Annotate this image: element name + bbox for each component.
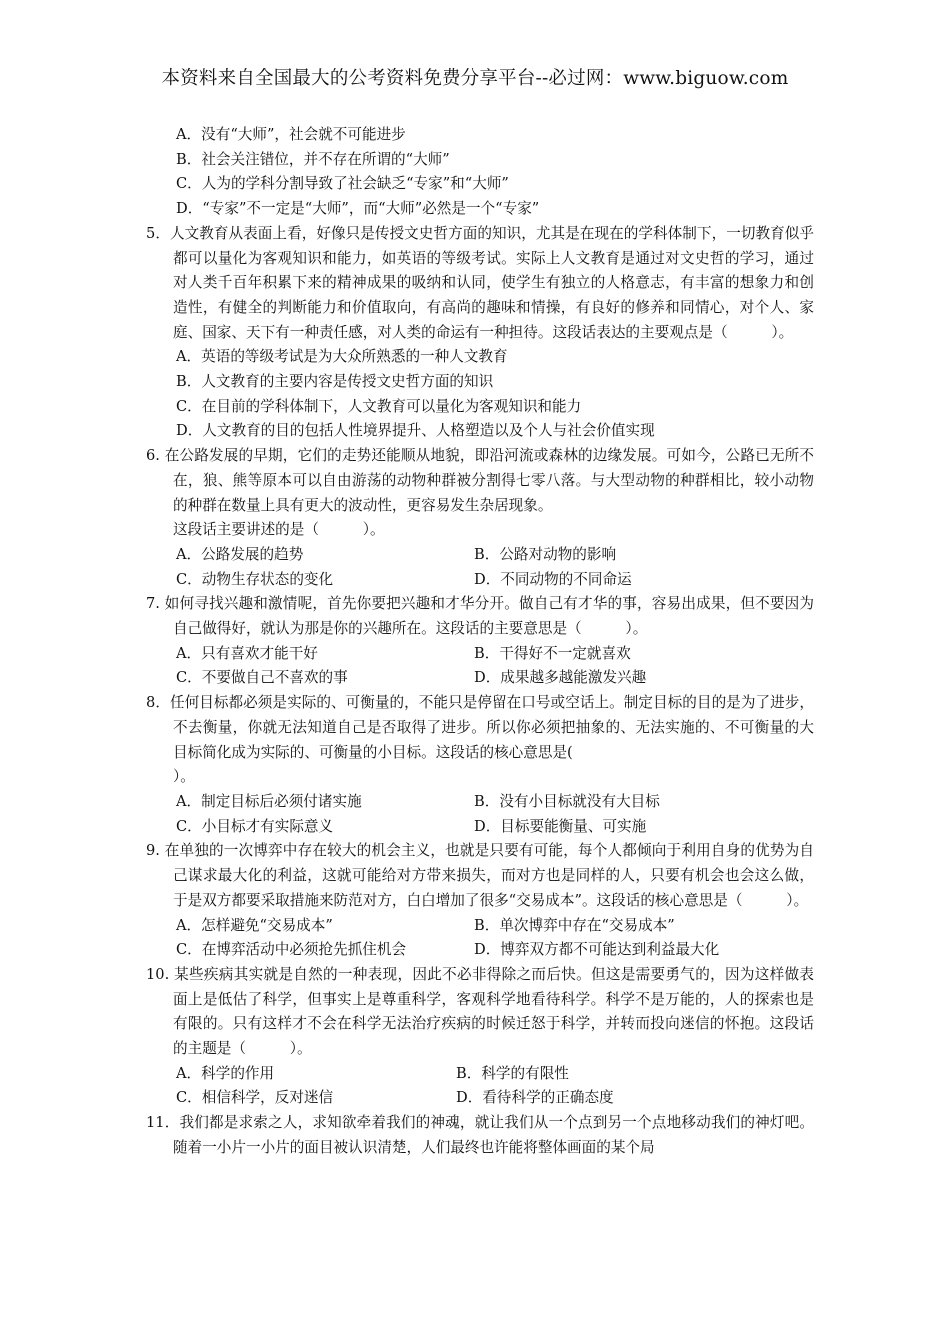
q10-option-b: B．科学的有限性: [456, 1064, 569, 1082]
q10-stem: 10. 某些疾病其实就是自然的一种表现，因此不必非得除之而后快。但这是需要勇气的，因为这样做表面上是低估了科学，但事实上是尊重科学，客观科学地看待科学。科学不是万能的，人的探索也是有限的。只有这样才不会在科学无法治疗疾病的时候迁怒于科学，并转而投向迷信的怀抱。这段话的主题是（ ）。: [146, 965, 814, 1058]
q9-option-d: D．博弈双方都不可能达到利益最大化: [474, 941, 720, 959]
q7-options-row-1: [146, 642, 814, 667]
q7-option-d: D．成果越多越能激发兴趣: [474, 669, 647, 687]
q6-option-c: C．动物生存状态的变化: [176, 570, 334, 588]
q6-option-d: D．不同动物的不同命运: [474, 570, 632, 588]
q6-options-row-1: [146, 543, 814, 568]
q7-option-a: A．只有喜欢才能干好: [176, 644, 318, 662]
q5-option-c: C．在目前的学科体制下，人文教育可以量化为客观知识和能力: [176, 397, 582, 415]
q6-option-b: B．公路对动物的影响: [474, 545, 617, 563]
q8-stem-tail: ）。: [173, 768, 195, 786]
q10-option-a: A．科学的作用: [176, 1064, 275, 1082]
q8-option-a: A．制定目标后必须付诸实施: [176, 792, 362, 810]
q11-stem: 11．我们都是求索之人，求知欲牵着我们的神魂，就让我们从一个点到另一个点地移动我们的神灯吧。随着一小片一小片的面目被认识清楚，人们最终也许能将整体画面的某个局: [146, 1114, 814, 1156]
q9-options-row-2: [146, 938, 814, 963]
q8-options-row-1: [146, 790, 814, 815]
q9-options-row-1: [146, 914, 814, 939]
q4-option-a: A．没有“大师”，社会就不可能进步: [176, 126, 406, 143]
q4-option-b: B．社会关注错位，并不存在所谓的“大师”: [176, 150, 450, 168]
q9-option-a: A．怎样避免“交易成本”: [176, 916, 333, 934]
q6-question: 这段话主要讲述的是（ ）。: [173, 521, 385, 539]
q9-option-c: C．在博弈活动中必须抢先抓住机会: [176, 941, 407, 959]
q5-option-d: D．人文教育的目的包括人性境界提升、人格塑造以及个人与社会价值实现: [176, 422, 655, 440]
q5-stem: 5．人文教育从表面上看，好像只是传授文史哲方面的知识，尤其是在现在的学科体制下，一切教育似乎都可以量化为客观知识和能力，如英语的等级考试。实际上人文教育是通过对文史哲的学习，通过对人类千百年积累下来的精神成果的吸纳和认同，使学生有独立的人格意志，有丰富的想象力和创造性，有健全的判断能力和价值取向，有高尚的趣味和情操，有良好的修养和同情心，对个人、家庭、国家、天下有一种责任感，对人类的命运有一种担待。这段话表达的主要观点是（ ）。: [146, 224, 814, 341]
q10-options-row-1: [146, 1062, 814, 1087]
q7-stem: 7. 如何寻找兴趣和激情呢，首先你要把兴趣和才华分开。做自己有才华的事，容易出成果，但不要因为自己做得好，就认为那是你的兴趣所在。这段话的主要意思是（ ）。: [146, 595, 814, 638]
page-header: 本资料来自全国最大的公考资料免费分享平台--必过网：www.biguow.com: [161, 68, 789, 89]
q10-options-row-2: [146, 1086, 814, 1111]
q5-option-b: B．人文教育的主要内容是传授文史哲方面的知识: [176, 373, 494, 391]
q6-options-row-2: [146, 568, 814, 593]
q10-option-c: C．相信科学，反对迷信: [176, 1089, 334, 1107]
q8-stem: 8．任何目标都必须是实际的、可衡量的，不能只是停留在口号或空话上。制定目标的目的是为了进步，不去衡量，你就无法知道自己是否取得了进步。所以你必须把抽象的、无法实施的、不可衡量的大目标简化成为实际的、可衡量的小目标。这段话的核心意思是(: [146, 694, 814, 761]
q4-option-c: C．人为的学科分割导致了社会缺乏“专家”和“大师”: [176, 175, 509, 193]
q6-option-a: A．公路发展的趋势: [176, 545, 304, 563]
q6-stem: 6. 在公路发展的早期，它们的走势还能顺从地貌，即沿河流或森林的边缘发展。可如今，公路已无所不在，狼、熊等原本可以自由游荡的动物种群被分割得七零八落。与大型动物的种群相比，较小动物的种群在数量上具有更大的波动性，更容易发生杂居现象。: [146, 447, 814, 514]
document-body: [146, 123, 814, 1161]
q8-options-row-2: [146, 815, 814, 840]
q8-option-b: B．没有小目标就没有大目标: [474, 792, 660, 810]
q9-stem: 9. 在单独的一次博弈中存在较大的机会主义，也就是只要有可能，每个人都倾向于利用自身的优势为自己谋求最大化的利益，这就可能给对方带来损失，而对方也是同样的人，只要有机会也会这么做，于是双方都要采取措施来防范对方，白白增加了很多“交易成本”。这段话的核心意思是（ ）。: [146, 842, 814, 909]
q8-option-c: C．小目标才有实际意义: [176, 817, 334, 835]
q7-option-b: B．干得好不一定就喜欢: [474, 644, 631, 662]
q7-option-c: C．不要做自己不喜欢的事: [176, 669, 348, 687]
q5-option-a: A．英语的等级考试是为大众所熟悉的一种人文教育: [176, 348, 508, 366]
q10-option-d: D．看待科学的正确态度: [456, 1089, 614, 1107]
q8-option-d: D．目标要能衡量、可实施: [474, 817, 647, 835]
q9-option-b: B．单次博弈中存在“交易成本”: [474, 916, 675, 934]
q7-options-row-2: [146, 666, 814, 691]
q4-option-d: D．“专家”不一定是“大师”，而“大师”必然是一个“专家”: [176, 200, 540, 218]
